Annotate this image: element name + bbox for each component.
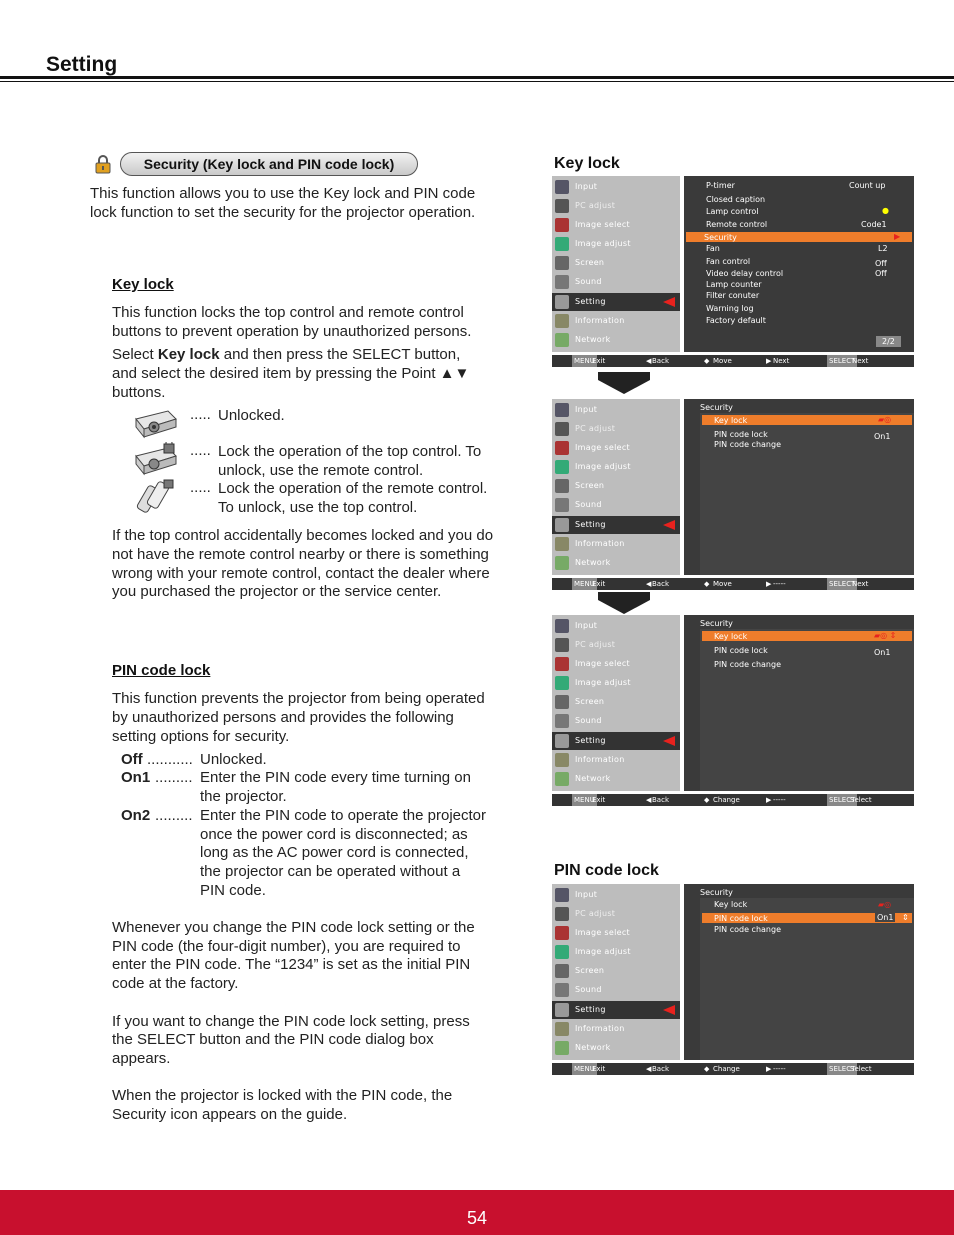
menu-item-input: Input	[552, 886, 680, 904]
dots: .....	[190, 442, 211, 459]
menu-left-panel	[552, 399, 680, 575]
menu-row: Factory default	[706, 316, 766, 325]
menu-item-input: Input	[552, 401, 680, 419]
down-arrow-icon	[598, 592, 650, 614]
menu-item-setting: Setting	[552, 516, 680, 534]
key-lock-p1-1: This function locks the top control and remote control	[112, 304, 464, 321]
guide-bar: MENU Exit ◀ Back ◆ Move ▶ Next SELECT Next	[552, 355, 914, 367]
projector-small-icon: ▰◎	[878, 415, 892, 424]
menu-item-screen: Screen	[552, 693, 680, 711]
pin-p3-3: appears.	[112, 1050, 171, 1067]
on1-label: On1	[121, 769, 151, 786]
menu-item-information: Information	[552, 535, 680, 553]
pin-p4-2: Security icon appears on the guide.	[112, 1106, 348, 1123]
pin-p2-2: PIN code (the four-digit number), you are required to	[112, 938, 461, 955]
menu-item-image-adjust: Image adjust	[552, 235, 680, 253]
menu-item-sound: Sound	[552, 273, 680, 291]
pin-p2-1: Whenever you change the PIN code lock setting or the	[112, 919, 475, 936]
projector-small-icon: ▰◎	[878, 900, 892, 909]
menu-row: PIN code change	[714, 440, 781, 449]
menu-item-image-adjust: Image adjust	[552, 943, 680, 961]
pin-p1-1: This function prevents the projector from being operated	[112, 690, 485, 707]
menu-row: Fan	[706, 244, 720, 253]
menu-item-setting: Setting	[552, 293, 680, 311]
menu-row: Video delay control	[706, 269, 784, 278]
on2-text-1: Enter the PIN code to operate the projector	[200, 807, 487, 824]
intro-line-2: lock function to set the security for the projector operation.	[90, 204, 476, 221]
down-arrow-icon	[598, 372, 650, 394]
menu-value: On1	[877, 913, 894, 922]
security-title: Security	[700, 403, 733, 412]
projector-unlocked-icon	[132, 405, 180, 441]
menu-screenshot-setting	[552, 176, 914, 367]
menu-right-panel	[684, 399, 914, 575]
menu-row: Filter conuter	[706, 291, 760, 300]
menu-item-pc-adjust: PC adjust	[552, 420, 680, 438]
menu-row: Lamp counter	[706, 280, 762, 289]
menu-item-information: Information	[552, 312, 680, 330]
pin-p1-3: setting options for security.	[112, 728, 290, 745]
menu-value: Code1	[861, 220, 887, 229]
pin-p2-4: code at the factory.	[112, 975, 239, 992]
menu-item-input: Input	[552, 178, 680, 196]
intro-line-1: This function allows you to use the Key lock and PIN code	[90, 185, 476, 202]
caption-pin-lock: PIN code lock	[554, 862, 659, 879]
menu-row: Key lock	[714, 900, 748, 909]
menu-value: Count up	[849, 181, 886, 190]
menu-item-screen: Screen	[552, 254, 680, 272]
menu-item-image-select: Image select	[552, 924, 680, 942]
pin-p3-1: If you want to change the PIN code lock setting, press	[112, 1013, 470, 1030]
menu-item-pc-adjust: PC adjust	[552, 636, 680, 654]
menu-item-pc-adjust: PC adjust	[552, 905, 680, 923]
menu-row: PIN code lock	[714, 646, 768, 655]
menu-item-network: Network	[552, 770, 680, 788]
pin-p3-2: the SELECT button and the PIN code dialog box	[112, 1031, 434, 1048]
menu-item-screen: Screen	[552, 477, 680, 495]
menu-item-setting: Setting	[552, 732, 680, 750]
on2-dots: .........	[155, 807, 193, 824]
bulb-icon: ●	[882, 206, 889, 215]
page-title: Setting	[46, 53, 118, 76]
menu-item-screen: Screen	[552, 962, 680, 980]
menu-row: Fan control	[706, 257, 751, 266]
menu-value: L2	[878, 244, 888, 253]
menu-value: On1	[874, 648, 891, 657]
menu-item-network: Network	[552, 1039, 680, 1057]
menu-row: Key lock	[714, 416, 748, 425]
menu-right-panel	[684, 176, 914, 352]
on2-text-2: once the power cord is disconnected; as	[200, 826, 468, 843]
on1-text-1: Enter the PIN code every time turning on	[200, 769, 471, 786]
key-lock-opt1: Unlocked.	[218, 407, 285, 424]
key-lock-p2-2: and select the desired item by pressing the Point ▲▼	[112, 365, 470, 382]
key-lock-heading: Key lock	[112, 276, 174, 293]
key-lock-opt2-1: Lock the operation of the top control. To	[218, 443, 482, 460]
on1-dots: .........	[155, 769, 193, 786]
header-rule	[0, 76, 954, 79]
dots: .....	[190, 406, 211, 423]
pin-lock-heading: PIN code lock	[112, 662, 211, 679]
page-indicator: 2/2	[876, 336, 901, 347]
key-lock-opt2-2: unlock, use the remote control.	[218, 462, 424, 479]
menu-item-image-adjust: Image adjust	[552, 674, 680, 692]
pin-p4-1: When the projector is locked with the PIN code, the	[112, 1087, 453, 1104]
menu-row: Remote control	[706, 220, 768, 229]
menu-item-sound: Sound	[552, 496, 680, 514]
menu-item-input: Input	[552, 617, 680, 635]
pin-p1-2: by unauthorized persons and provides the following	[112, 709, 454, 726]
on2-text-5: PIN code.	[200, 882, 266, 899]
menu-item-sound: Sound	[552, 981, 680, 999]
key-lock-p2-3: buttons.	[112, 384, 166, 401]
section-badge: Security (Key lock and PIN code lock)	[120, 152, 418, 176]
menu-row: Closed caption	[706, 195, 766, 204]
security-title: Security	[700, 619, 733, 628]
page-number: 54	[466, 1208, 488, 1228]
dots: .....	[190, 479, 211, 496]
remote-lock-icon	[132, 478, 180, 514]
menu-row: PIN code lock	[714, 430, 768, 439]
menu-item-pc-adjust: PC adjust	[552, 197, 680, 215]
projector-small-icon: ▰◎ ⇕	[874, 631, 897, 640]
menu-item-image-select: Image select	[552, 216, 680, 234]
menu-item-information: Information	[552, 1020, 680, 1038]
menu-value: On1	[874, 432, 891, 441]
updown-icon: ⇕	[902, 913, 909, 922]
menu-row: PIN code change	[714, 925, 781, 934]
on2-text-4: the projector can be operated without a	[200, 863, 461, 880]
guide-bar: MENU Exit ◀ Back ◆ Change ▶ ----- SELECT Select	[552, 1063, 914, 1075]
menu-row: PIN code change	[714, 660, 781, 669]
key-lock-opt3-1: Lock the operation of the remote control.	[218, 480, 488, 497]
menu-left-panel	[552, 176, 680, 352]
off-label: Off	[121, 751, 143, 768]
key-lock-p3-2: not have the remote control nearby or there is something	[112, 546, 489, 563]
on2-label: On2	[121, 807, 151, 824]
menu-item-setting: Setting	[552, 1001, 680, 1019]
menu-value: Off	[875, 259, 887, 268]
guide-bar: MENU Exit ◀ Back ◆ Move ▶ ----- SELECT Next	[552, 578, 914, 590]
lock-icon	[93, 154, 113, 174]
menu-left-panel	[552, 884, 680, 1060]
menu-row: P-timer	[706, 181, 735, 190]
key-lock-p2-1: Select Key lock and then press the SELECT button,	[112, 346, 461, 363]
menu-row: Lamp control	[706, 207, 759, 216]
menu-right-panel	[684, 884, 914, 1060]
on2-text-3: long as the AC power cord is connected,	[200, 844, 469, 861]
off-text: Unlocked.	[200, 751, 267, 768]
menu-screenshot-pin-lock	[552, 884, 914, 1075]
on1-text-2: the projector.	[200, 788, 287, 805]
menu-row: PIN code lock	[714, 914, 768, 923]
menu-item-image-select: Image select	[552, 439, 680, 457]
menu-row: Key lock	[714, 632, 748, 641]
pin-p2-3: enter the PIN code. The “1234” is set as the initial PIN	[112, 956, 471, 973]
menu-screenshot-security-2	[552, 615, 914, 806]
projector-top-lock-icon	[132, 442, 180, 478]
guide-bar: MENU Exit ◀ Back ◆ Change ▶ ----- SELECT Select	[552, 794, 914, 806]
menu-item-information: Information	[552, 751, 680, 769]
key-lock-p3-4: you purchased the projector or the service center.	[112, 583, 442, 600]
header-rule-thin	[0, 81, 954, 82]
menu-row-security: Security	[704, 233, 737, 242]
menu-value: Off	[875, 269, 887, 278]
menu-item-network: Network	[552, 554, 680, 572]
key-lock-p3-3: wrong with your remote control, contact the dealer where	[112, 565, 490, 582]
menu-item-network: Network	[552, 331, 680, 349]
off-dots: ...........	[147, 751, 193, 768]
menu-screenshot-security-1	[552, 399, 914, 590]
caption-key-lock: Key lock	[554, 155, 620, 172]
menu-item-sound: Sound	[552, 712, 680, 730]
arrow-right-icon: ▶	[894, 232, 901, 241]
key-lock-opt3-2: To unlock, use the top control.	[218, 499, 418, 516]
menu-right-panel	[684, 615, 914, 791]
menu-item-image-select: Image select	[552, 655, 680, 673]
menu-left-panel	[552, 615, 680, 791]
key-lock-p1-2: buttons to prevent operation by unauthorized persons.	[112, 323, 472, 340]
menu-item-image-adjust: Image adjust	[552, 458, 680, 476]
security-title: Security	[700, 888, 733, 897]
menu-row: Warning log	[706, 304, 754, 313]
key-lock-p3-1: If the top control accidentally becomes locked and you do	[112, 527, 494, 544]
